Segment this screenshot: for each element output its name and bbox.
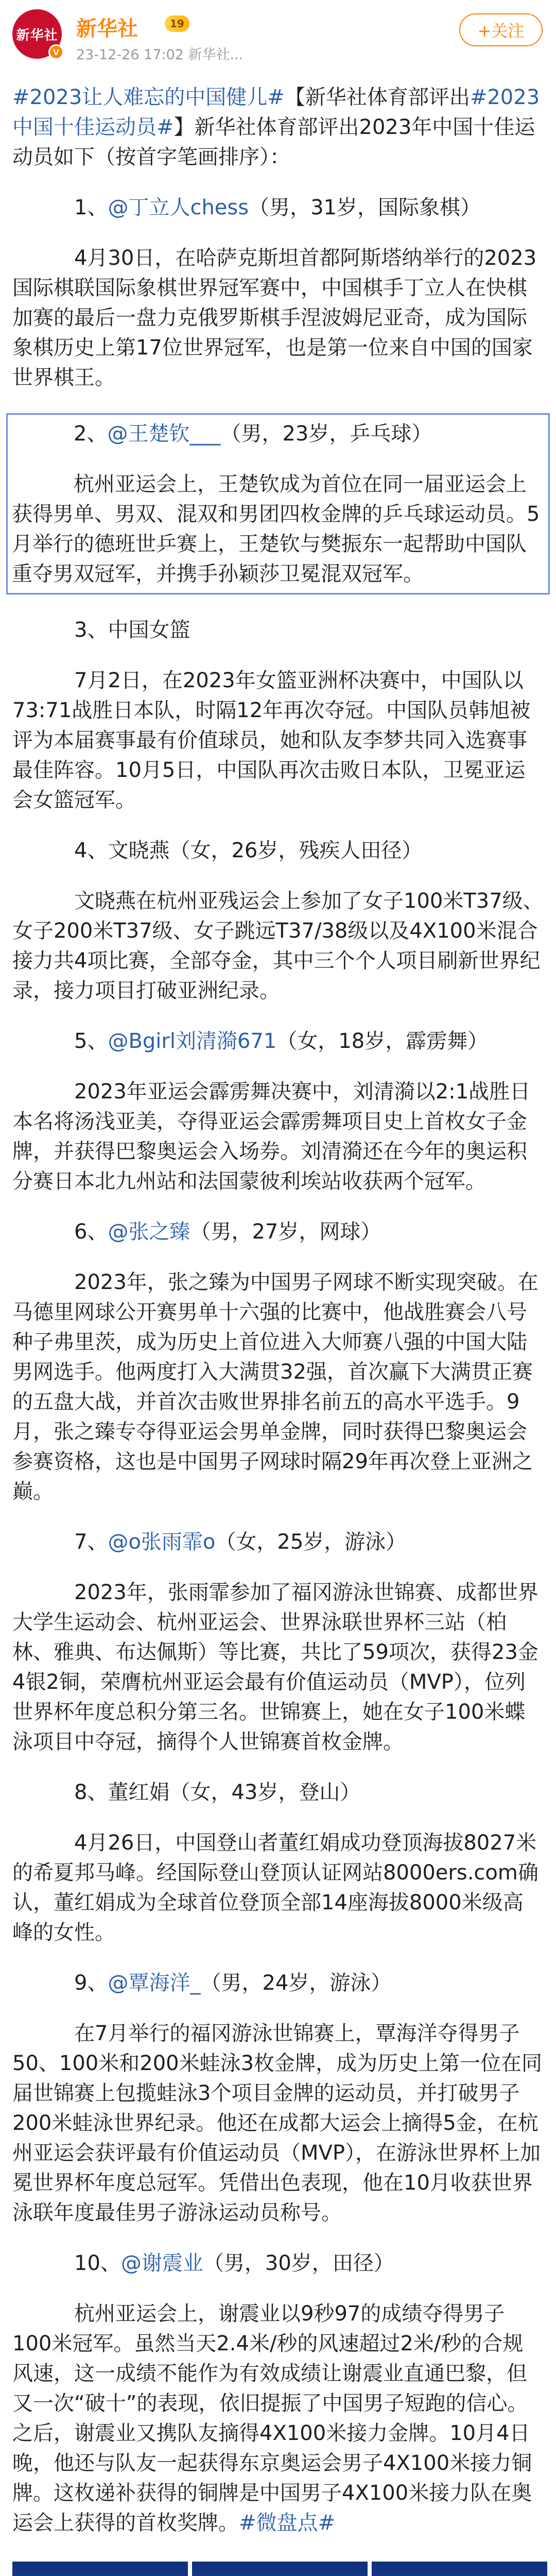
intro-text: 【新华社体育部评出 xyxy=(284,86,470,109)
athlete-description: 在7月举行的福冈游泳世锦赛上，覃海洋夺得男子50、100米和200米蛙泳3枚金牌，成为历史上第一位在同届世锦赛上包揽蛙泳3个项目金牌的运动员，并打破男子200米蛙泳世界纪录。他还在成都大运会上摘得5金，在杭州亚运会获评最有价值运动员（MVP），在游泳世界杯上加冕世界杯年度总冠军。凭借出色表现，他在10月收获世界泳联年度最佳男子游泳运动员称号。 xyxy=(12,2022,543,2225)
athlete-item xyxy=(12,1026,544,1196)
athlete-title xyxy=(12,1527,544,1557)
mention-link[interactable]: @o张雨霏o xyxy=(108,1530,216,1554)
athlete-description: 2023年，张之臻为中国男子网球不断实现突破。在马德里网球公开赛男单十六强的比赛中，他战胜赛会八号种子弗里茨，成为历史上首位进入大师赛八强的中国大陆男网选手。他两度打入大满贯32强，首次赢下大满贯正赛的五盘大战，并首次击败世界排名前五的高水平选手。9月，张之臻专夺得亚运会男单金牌，同时获得巴黎奥运会参赛资格，这也是中国男子网球时隔29年再次登上亚洲之巅。 xyxy=(12,1270,538,1503)
athlete-description: 7月2日，在2023年女篮亚洲杯决赛中，中国队以73:71战胜日本队，时隔12年再次夺冠。中国队员韩旭被评为本届赛事最有价值球员，她和队友李梦共同入选赛事最佳阵容。10月5日，中国队再次击败日本队，卫冕亚运会女篮冠军。 xyxy=(12,669,531,812)
athlete-description: 2023年，张雨霏参加了福冈游泳世锦赛、成都世界大学生运动会、杭州亚运会、世界泳联世界杯三站（柏林、雅典、布达佩斯）等比赛，共比了59项次，获得23金4银2铜，荣膺杭州亚运会最有价值运动员（MVP），位列世界杯年度总积分第三名。世锦赛上，她在女子100米蝶泳项目中夺冠，摘得个人世锦赛首枚金牌。 xyxy=(12,1581,538,1754)
item-number: 10、 xyxy=(74,2251,121,2275)
item-number: 9、 xyxy=(74,1971,108,1995)
item-number: 3、 xyxy=(74,618,108,642)
athlete-description: 杭州亚运会上，王楚钦成为首位在同一届亚运会上获得男单、男双、混双和男团四枚金牌的乒乓球运动员。5月举行的德班世乒赛上，王楚钦与樊振东一起帮助中国队重夺男双冠军，并携手孙颖莎卫冕混双冠军。 xyxy=(12,472,540,586)
item-number: 2、 xyxy=(74,422,108,446)
author-name[interactable]: 新华社 xyxy=(76,17,138,41)
athlete-title xyxy=(12,1026,544,1056)
selection-highlight xyxy=(6,413,550,595)
athlete-item xyxy=(12,1777,544,1947)
athlete-item xyxy=(12,1217,544,1506)
athlete-title xyxy=(12,836,544,866)
vip-badge: 19 xyxy=(165,15,189,32)
photo-thumbnail[interactable] xyxy=(372,2562,547,2576)
item-number: 7、 xyxy=(74,1530,108,1554)
mention-link[interactable]: @Bgirl刘清漪671 xyxy=(108,1029,277,1053)
athlete-info: 中国女篮 xyxy=(108,618,190,642)
athlete-info: （女，25岁，游泳） xyxy=(215,1530,407,1554)
athlete-title xyxy=(12,1777,544,1807)
athlete-info: 董红娟（女，43岁，登山） xyxy=(108,1781,361,1804)
mention-link[interactable]: @王楚钦___ xyxy=(107,422,221,446)
athlete-description-text: 杭州亚运会上，谢震业以9秒97的成绩夺得男子100米冠军。虽然当天2.4米/秒的风速超过2米/秒的合规风速，这一成绩不能作为有效成绩让谢震业直通巴黎，但又一次“破十”的表现，依旧提振了中国男子短跑的信心。之后，谢震业又携队友摘得4X100米接力金牌。10月4日晚，他还与队友一起获得东京奥运会男子4X100米接力铜牌。这枚递补获得的铜牌是中国男子4X100米接力队在奥运会上获得的首枚奖牌。 xyxy=(12,2302,532,2535)
image-grid xyxy=(12,2562,544,2576)
athlete-info: （男，27岁，网球） xyxy=(190,1220,381,1244)
mention-link[interactable]: @张之臻 xyxy=(108,1220,190,1244)
athlete-title xyxy=(12,615,544,645)
verified-icon: V xyxy=(48,44,64,60)
photo-thumbnail[interactable] xyxy=(192,2562,368,2576)
athlete-info: （男，31岁，国际象棋） xyxy=(249,196,481,219)
mention-link[interactable]: @丁立人chess xyxy=(108,196,249,219)
athlete-item xyxy=(12,193,544,393)
hashtag-link[interactable]: #2023让人难忘的中国健儿# xyxy=(12,86,285,109)
item-number: 5、 xyxy=(74,1029,108,1053)
athlete-description xyxy=(12,2299,544,2538)
post-intro xyxy=(12,82,544,172)
post-meta: 23-12-26 17:02 新华社... xyxy=(76,47,244,63)
mention-link[interactable]: @谢震业 xyxy=(120,2251,203,2275)
avatar-text: 新华社 xyxy=(16,27,58,43)
athlete-description: 2023年亚运会霹雳舞决赛中，刘清漪以2:1战胜日本名将汤浅亚美，夺得亚运会霹雳舞项目史上首枚女子金牌，并获得巴黎奥运会入场券。刘清漪还在今年的奥运积分赛日本北九州站和法国蒙彼利埃站收获两个冠军。 xyxy=(12,1080,531,1193)
follow-button[interactable]: +关注 xyxy=(459,13,543,46)
photo-thumbnail[interactable] xyxy=(12,2562,188,2576)
athlete-info: （女，18岁，霹雳舞） xyxy=(276,1029,489,1053)
athlete-title xyxy=(12,1968,544,1998)
athlete-title xyxy=(12,193,544,223)
photo-banner xyxy=(192,2574,368,2576)
athlete-item xyxy=(12,615,544,815)
mention-link[interactable]: @覃海洋_ xyxy=(108,1971,201,1995)
athlete-description: 4月26日，中国登山者董红娟成功登顶海拔8027米的希夏邦马峰。经国际登山登顶认证网站8000ers.com确认，董红娟成为全球首位登顶全部14座海拔8000米级高峰的女性。 xyxy=(12,1831,538,1944)
hashtag-link[interactable]: #2023中国十佳运动员# xyxy=(12,86,540,139)
athlete-item xyxy=(12,1968,544,2228)
item-number: 8、 xyxy=(74,1781,108,1804)
athlete-info: （男，30岁，田径） xyxy=(203,2251,394,2275)
intro-text: 】新华社体育部评出2023年中国十佳运动员如下（按首字笔画排序）： xyxy=(12,115,535,169)
athlete-info: （男，24岁，游泳） xyxy=(200,1971,392,1995)
athlete-item xyxy=(12,2248,544,2538)
athlete-info: 文晓燕（女，26岁，残疾人田径） xyxy=(108,839,423,862)
post-content xyxy=(0,82,556,2576)
athlete-item xyxy=(12,1527,544,1757)
item-number: 1、 xyxy=(74,196,108,219)
post-header xyxy=(0,0,556,72)
athlete-item xyxy=(12,419,544,589)
athlete-description: 4月30日，在哈萨克斯坦首都阿斯塔纳举行的2023国际棋联国际象棋世界冠军赛中，中国棋手丁立人在快棋加赛的最后一盘力克俄罗斯棋手涅波姆尼亚奇，成为国际象棋历史上第17位世界冠军，也是第一位来自中国的国家世界棋王。 xyxy=(12,246,537,389)
item-number: 4、 xyxy=(74,839,108,862)
hashtag-link[interactable]: #微盘点# xyxy=(239,2511,336,2535)
athlete-title xyxy=(12,419,544,449)
photo-banner xyxy=(372,2574,547,2576)
photo-banner xyxy=(12,2574,188,2576)
athlete-description: 文晓燕在杭州亚残运会上参加了女子100米T37级、女子200米T37级、女子跳远T37/38级以及4X100米混合接力共4项比赛，全部夺金，其中三个个人项目刷新世界纪录，接力项目打破亚洲纪录。 xyxy=(12,889,544,1003)
athlete-title xyxy=(12,1217,544,1247)
item-number: 6、 xyxy=(74,1220,108,1244)
athlete-title xyxy=(12,2248,544,2278)
athlete-item xyxy=(12,836,544,1006)
athlete-info: （男，23岁，乒乓球） xyxy=(220,422,432,446)
